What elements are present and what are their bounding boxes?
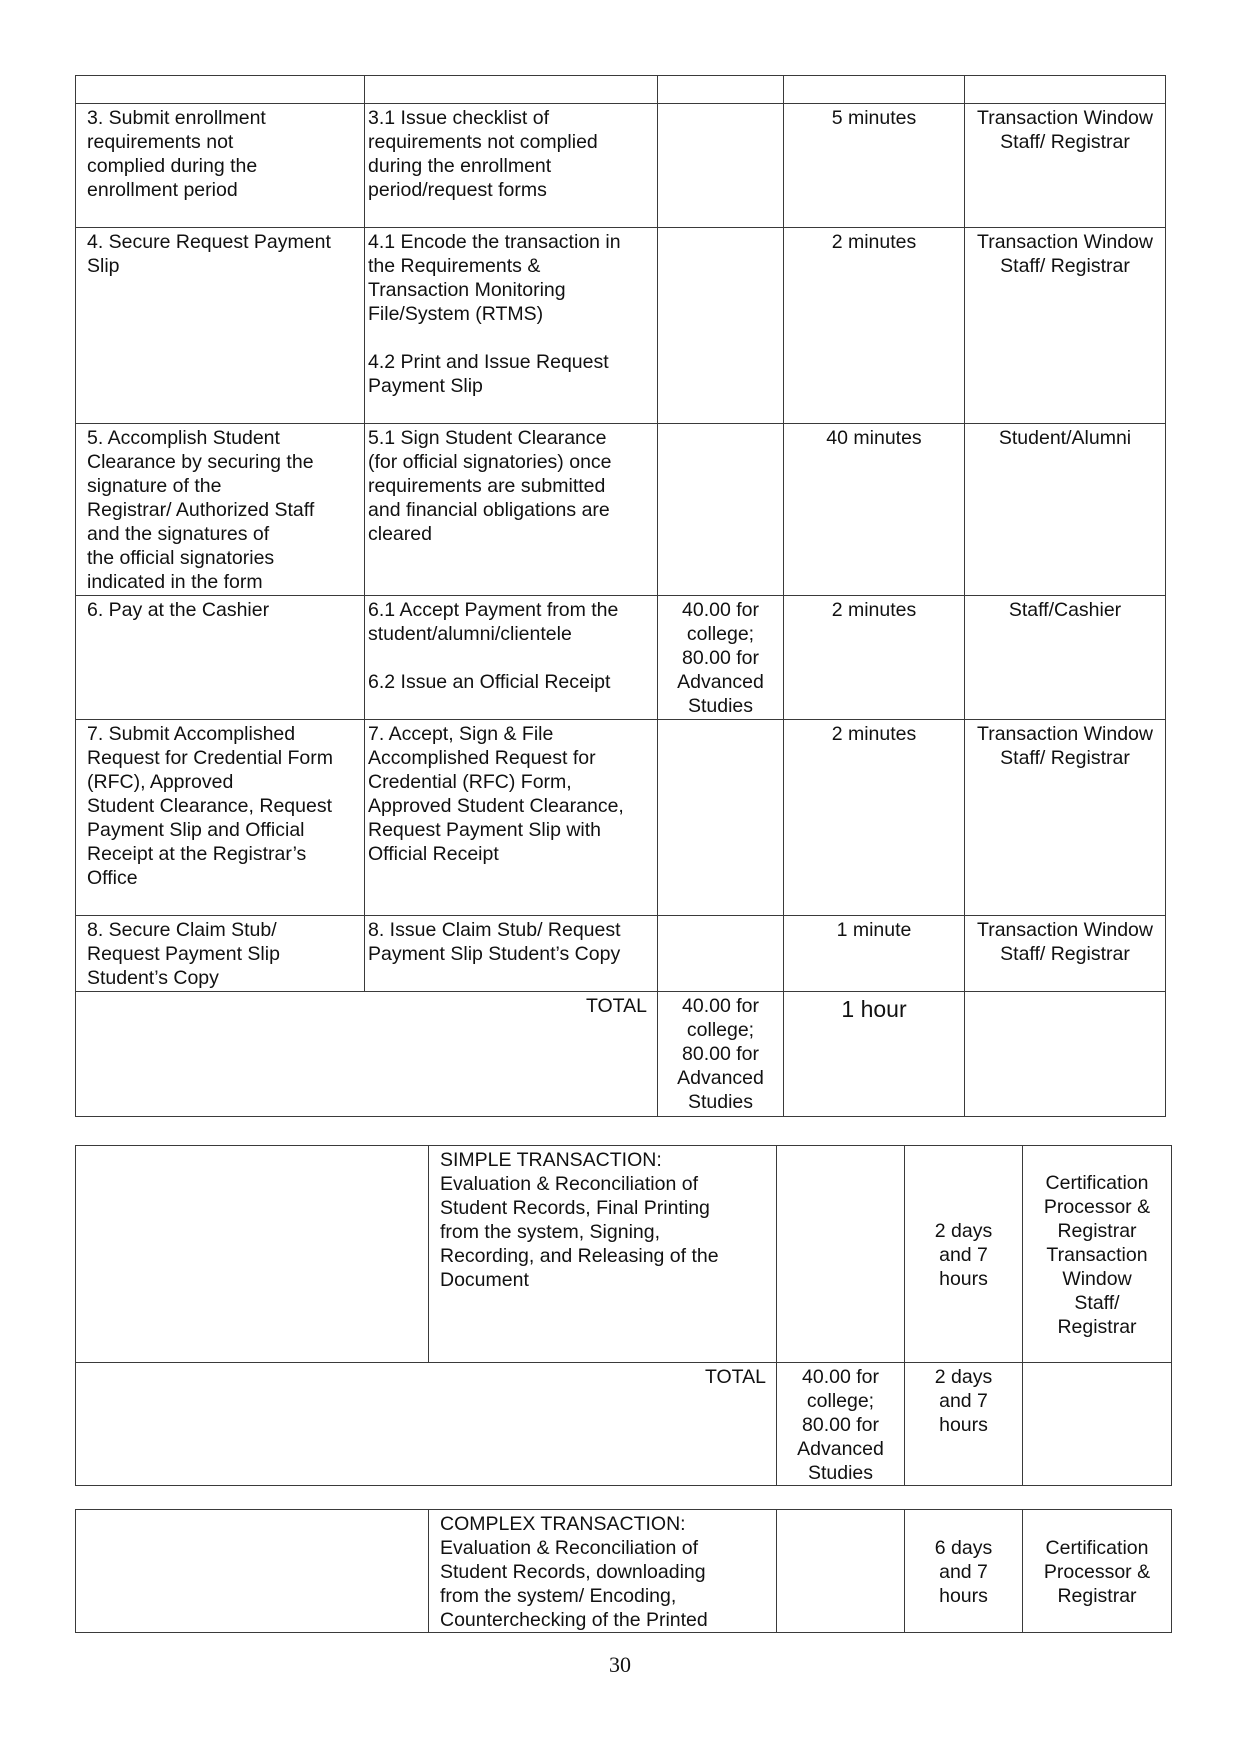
- complex-transaction-table: [75, 1509, 1172, 1633]
- person-responsible: Certification Processor & Registrar: [1023, 1510, 1172, 1633]
- blank-cell: [365, 76, 658, 104]
- total-label: TOTAL: [76, 1363, 777, 1486]
- client-step: 8. Secure Claim Stub/ Request Payment Slip Student’s Copy: [76, 916, 365, 992]
- table-row: [76, 228, 1166, 424]
- person-responsible: Transaction Window Staff/ Registrar: [965, 720, 1166, 916]
- total-fees: 40.00 for college; 80.00 for Advanced Studies: [777, 1363, 905, 1486]
- table-row: [76, 916, 1166, 992]
- processing-time: 1 minute: [784, 916, 965, 992]
- person-responsible: Transaction Window Staff/ Registrar: [965, 228, 1166, 424]
- blank-cell: [658, 76, 784, 104]
- processing-time: 2 days and 7 hours: [905, 1146, 1023, 1363]
- agency-action: SIMPLE TRANSACTION: Evaluation & Reconciliation of Student Records, Final Printing from the system, Signing, Recording, and Releasing of the Document: [429, 1146, 777, 1363]
- agency-action: 5.1 Sign Student Clearance (for official signatories) once requirements are submitted and financial obligations are cleared: [365, 424, 658, 596]
- person-responsible: Transaction Window Staff/ Registrar: [965, 916, 1166, 992]
- fees: [777, 1146, 905, 1363]
- fees: [777, 1510, 905, 1633]
- client-step: 6. Pay at the Cashier: [76, 596, 365, 720]
- agency-action: 7. Accept, Sign & File Accomplished Request for Credential (RFC) Form, Approved Student Clearance, Request Payment Slip with Official Receipt: [365, 720, 658, 916]
- process-table-continued: [75, 75, 1166, 1117]
- client-step: [76, 1146, 429, 1363]
- total-row: [76, 992, 1166, 1117]
- processing-time: 5 minutes: [784, 104, 965, 228]
- agency-action: 3.1 Issue checklist of requirements not complied during the enrollment period/request forms: [365, 104, 658, 228]
- total-time: 1 hour: [784, 992, 965, 1117]
- blank-cell: [784, 76, 965, 104]
- processing-time: 2 minutes: [784, 720, 965, 916]
- client-step: 3. Submit enrollment requirements not complied during the enrollment period: [76, 104, 365, 228]
- fees: [658, 104, 784, 228]
- table-row: [76, 104, 1166, 228]
- page-number: 30: [609, 1652, 631, 1677]
- fees: [658, 720, 784, 916]
- person-responsible: Transaction Window Staff/ Registrar: [965, 104, 1166, 228]
- client-step: 5. Accomplish Student Clearance by securing the signature of the Registrar/ Authorized Staff and the signatures of the official signatories indicated in the form: [76, 424, 365, 596]
- table-row: [76, 1510, 1172, 1633]
- fees: [658, 424, 784, 596]
- person-responsible: Certification Processor & Registrar Transaction Window Staff/ Registrar: [1023, 1146, 1172, 1363]
- fees: [658, 916, 784, 992]
- total-label: TOTAL: [76, 992, 658, 1117]
- blank-header-row: [76, 76, 1166, 104]
- processing-time: 40 minutes: [784, 424, 965, 596]
- processing-time: 2 minutes: [784, 228, 965, 424]
- total-row: [76, 1363, 1172, 1486]
- client-step: 4. Secure Request Payment Slip: [76, 228, 365, 424]
- blank-cell: [965, 76, 1166, 104]
- blank-cell: [76, 76, 365, 104]
- client-step: 7. Submit Accomplished Request for Credential Form (RFC), Approved Student Clearance, Request Payment Slip and Official Receipt at the Registrar’s Office: [76, 720, 365, 916]
- processing-time: 2 minutes: [784, 596, 965, 720]
- client-step: [76, 1510, 429, 1633]
- table-row: [76, 1146, 1172, 1363]
- simple-transaction-table: [75, 1145, 1172, 1486]
- total-fees: 40.00 for college; 80.00 for Advanced Studies: [658, 992, 784, 1117]
- fees: [658, 228, 784, 424]
- total-person: [1023, 1363, 1172, 1486]
- agency-action: 8. Issue Claim Stub/ Request Payment Slip Student’s Copy: [365, 916, 658, 992]
- fees: 40.00 for college; 80.00 for Advanced Studies: [658, 596, 784, 720]
- table-row: [76, 720, 1166, 916]
- table-row: [76, 424, 1166, 596]
- person-responsible: Student/Alumni: [965, 424, 1166, 596]
- total-time: 2 days and 7 hours: [905, 1363, 1023, 1486]
- total-person: [965, 992, 1166, 1117]
- agency-action: 4.1 Encode the transaction in the Requirements & Transaction Monitoring File/System (RTMS) 4.2 Print and Issue Request Payment Slip: [365, 228, 658, 424]
- agency-action: COMPLEX TRANSACTION: Evaluation & Reconciliation of Student Records, downloading from the system/ Encoding, Counterchecking of the Printed: [429, 1510, 777, 1633]
- agency-action: 6.1 Accept Payment from the student/alumni/clientele 6.2 Issue an Official Receipt: [365, 596, 658, 720]
- person-responsible: Staff/Cashier: [965, 596, 1166, 720]
- table-row: [76, 596, 1166, 720]
- processing-time: 6 days and 7 hours: [905, 1510, 1023, 1633]
